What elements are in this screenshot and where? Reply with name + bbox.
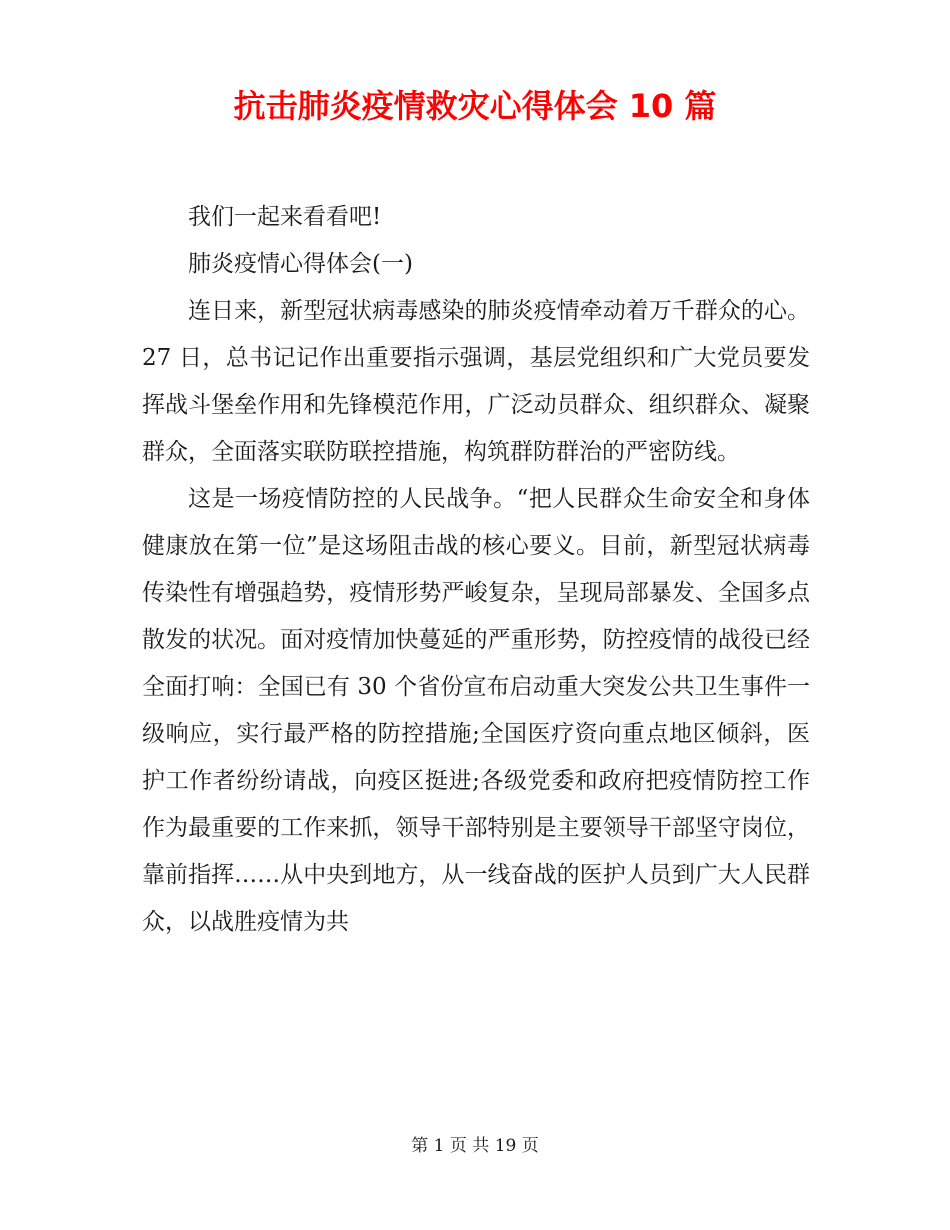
page-number-label: 第 1 页 共 19 页 [411, 1136, 539, 1156]
paragraph-section-heading: 肺炎疫情心得体会(一) [188, 251, 413, 277]
page-footer [0, 1134, 950, 1158]
document-body [142, 194, 810, 946]
paragraph-body: 连日来，新型冠状病毒感染的肺炎疫情牵动着万千群众的心。27 日，总书记记作出重要指示强调，基层党组织和广大党员要发挥战斗堡垒作用和先锋模范作用，广泛动员群众、组织群众、凝聚群众，全面落实联防联控措施，构筑群防群治的严密防线。 [142, 298, 810, 465]
paragraph-intro: 我们一起来看看吧! [188, 204, 382, 230]
paragraph-body: 这是一场疫情防控的人民战争。“把人民群众生命安全和身体健康放在第一位”是这场阻击战的核心要义。目前，新型冠状病毒传染性有增强趋势，疫情形势严峻复杂，呈现局部暴发、全国多点散发的状况。面对疫情加快蔓延的严重形势，防控疫情的战役已经全面打响：全国已有 30 个省份宣布启动重大突发公共卫生事件一级响应，实行最严格的防控措施;全国医疗资向重点地区倾斜，医护工作者纷纷请战，向疫区挺进;各级党委和政府把疫情防控工作作为最重要的工作来抓，领导干部特别是主要领导干部坚守岗位，靠前指挥……从中央到地方，从一线奋战的医护人员到广大人民群众，以战胜疫情为共 [142, 486, 810, 935]
document-title: 抗击肺炎疫情救灾心得体会 10 篇 [233, 87, 717, 125]
